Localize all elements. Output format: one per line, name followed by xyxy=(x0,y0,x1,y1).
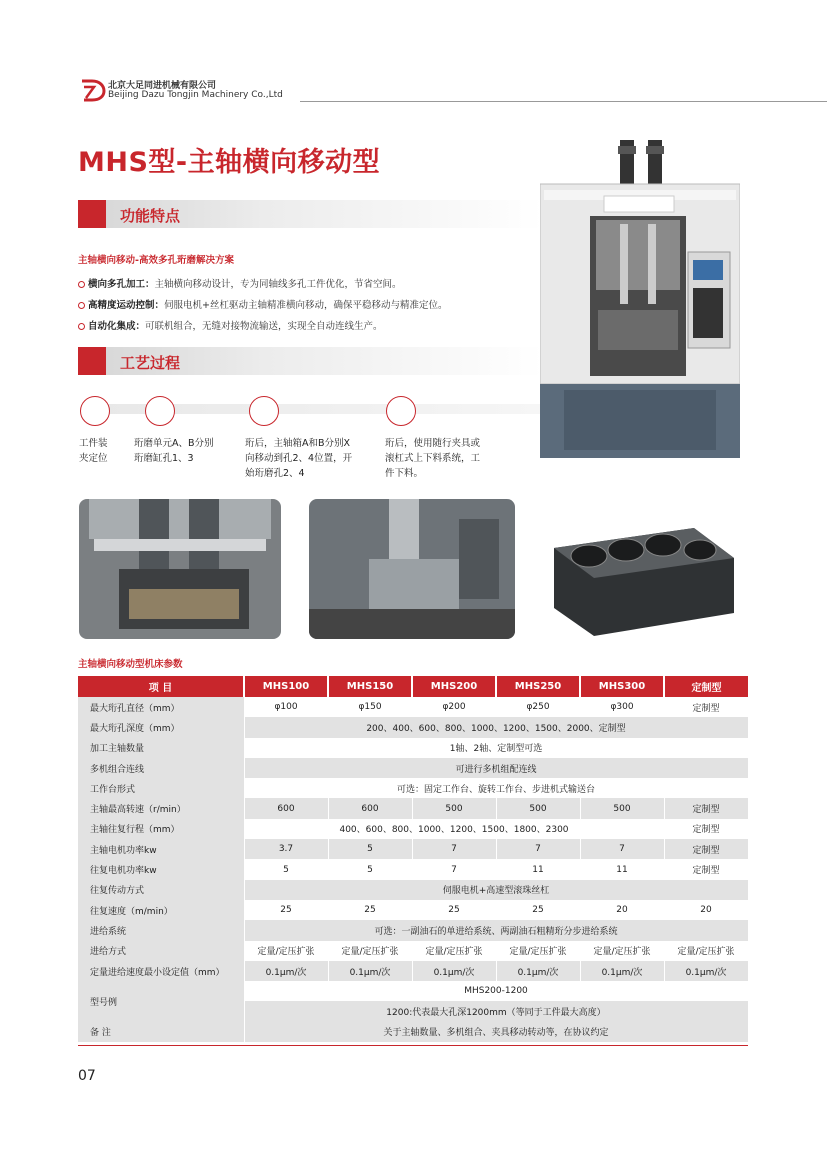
feature-item xyxy=(78,276,402,290)
feature-text: 主轴横向移动设计，专为同轴线多孔工件优化，节省空间。 xyxy=(154,279,402,290)
row-label: 多机组合连线 xyxy=(78,758,244,778)
table-row xyxy=(78,961,748,981)
feature-text: 可联机组合，无缝对接物流输送，实现全自动连线生产。 xyxy=(145,321,383,332)
table-cell: 11 xyxy=(496,859,580,879)
table-row xyxy=(78,1022,748,1042)
table-cell: 可选：固定工作台、旋转工作台、步进机式输送台 xyxy=(244,778,748,798)
column-header: MHS300 xyxy=(580,676,664,697)
feature-title: 高精度运动控制： xyxy=(88,300,165,311)
table-cell: 600 xyxy=(244,798,328,818)
features-section-header xyxy=(78,200,543,228)
bullet-icon xyxy=(78,323,85,330)
table-cell: 500 xyxy=(580,798,664,818)
step-line: 向移动到孔2、4位置，开 xyxy=(245,453,353,464)
step-circle-icon xyxy=(145,396,175,426)
row-label: 进给系统 xyxy=(78,920,244,940)
table-row xyxy=(78,738,748,758)
feature-item xyxy=(78,297,447,311)
table-cell: 定量/定压扩张 xyxy=(244,941,328,961)
table-row xyxy=(78,717,748,737)
spec-table xyxy=(78,676,749,1042)
table-cell: 1轴、2轴、定制型可选 xyxy=(244,738,748,758)
step-line: 件下料。 xyxy=(385,468,424,479)
column-header: MHS250 xyxy=(496,676,580,697)
table-cell: 0.1μm/次 xyxy=(328,961,412,981)
row-label: 主轴电机功率kw xyxy=(78,839,244,859)
process-step xyxy=(385,436,480,481)
row-label: 最大珩孔直径（mm） xyxy=(78,697,244,717)
machine-image xyxy=(540,140,740,458)
table-row xyxy=(78,839,748,859)
feature-title: 横向多孔加工： xyxy=(88,279,155,290)
process-step xyxy=(134,436,214,466)
column-header: MHS200 xyxy=(412,676,496,697)
page-title: MHS型-主轴横向移动型 xyxy=(78,147,381,178)
feature-title: 自动化集成： xyxy=(88,321,146,332)
table-cell: φ150 xyxy=(328,697,412,717)
table-cell: 0.1μm/次 xyxy=(580,961,664,981)
step-circle-icon xyxy=(249,396,279,426)
features-heading: 功能特点 xyxy=(120,207,181,225)
table-header-row xyxy=(78,676,748,697)
row-label: 工作台形式 xyxy=(78,778,244,798)
step-line: 珩磨缸孔1、3 xyxy=(134,453,194,464)
bullet-icon xyxy=(78,281,85,288)
company-name-cn: 北京大足同进机械有限公司 xyxy=(108,81,217,91)
row-label: 最大珩孔深度（mm） xyxy=(78,717,244,737)
process-step xyxy=(245,436,352,481)
table-row xyxy=(78,920,748,940)
table-cell: 500 xyxy=(496,798,580,818)
table-cell: 定制型 xyxy=(664,798,748,818)
table-cell: 20 xyxy=(664,900,748,920)
table-cell: 500 xyxy=(412,798,496,818)
section-marker xyxy=(78,347,106,375)
table-cell: 可进行多机组配连线 xyxy=(244,758,748,778)
table-cell: 定制型 xyxy=(664,819,748,839)
table-cell: 定制型 xyxy=(664,697,748,717)
table-cell: 25 xyxy=(412,900,496,920)
photo-workpiece-honing xyxy=(309,499,515,639)
step-line: 始珩磨孔2、4 xyxy=(245,468,305,479)
table-row xyxy=(78,900,748,920)
table-cell: 定制型 xyxy=(664,859,748,879)
row-label: 型号例 xyxy=(78,981,244,1022)
section-marker xyxy=(78,200,106,228)
page-number: 07 xyxy=(78,1068,96,1084)
step-line: 工件装 xyxy=(79,438,108,449)
table-row xyxy=(78,859,748,879)
table-row xyxy=(78,798,748,818)
table-cell: 定量/定压扩张 xyxy=(580,941,664,961)
table-cell: 定量/定压扩张 xyxy=(328,941,412,961)
header-divider xyxy=(300,101,827,102)
table-cell: 关于主轴数量、多机组合、夹具移动转动等，在协议约定 xyxy=(244,1022,748,1042)
table-row xyxy=(78,819,748,839)
column-header: MHS150 xyxy=(328,676,412,697)
table-cell: 400、600、800、1000、1200、1500、1800、2300 xyxy=(244,819,664,839)
table-cell: 7 xyxy=(412,859,496,879)
table-bottom-rule xyxy=(78,1045,748,1046)
table-cell: φ100 xyxy=(244,697,328,717)
step-line: 珩磨单元A、B分别 xyxy=(134,438,214,449)
table-title: 主轴横向移动型机床参数 xyxy=(78,659,183,670)
table-cell: 11 xyxy=(580,859,664,879)
table-cell: 0.1μm/次 xyxy=(664,961,748,981)
table-row xyxy=(78,697,748,717)
table-cell: 定制型 xyxy=(664,839,748,859)
bullet-icon xyxy=(78,302,85,309)
table-cell: 7 xyxy=(496,839,580,859)
column-header: 定制型 xyxy=(664,676,748,697)
table-cell: 7 xyxy=(412,839,496,859)
table-cell: 0.1μm/次 xyxy=(244,961,328,981)
table-cell: 可选：一副油石的单进给系统、两副油石粗精珩分步进给系统 xyxy=(244,920,748,940)
step-circle-icon xyxy=(386,396,416,426)
table-row xyxy=(78,941,748,961)
table-cell: 25 xyxy=(496,900,580,920)
feature-text: 伺服电机+丝杠驱动主轴精准横向移动，确保平稳移动与精准定位。 xyxy=(164,300,448,311)
table-cell: 200、400、600、800、1000、1200、1500、2000、定制型 xyxy=(244,717,748,737)
table-cell: 25 xyxy=(328,900,412,920)
table-cell: 600 xyxy=(328,798,412,818)
row-label: 进给方式 xyxy=(78,941,244,961)
company-logo xyxy=(80,77,106,103)
table-cell: 伺服电机+高速型滚珠丝杠 xyxy=(244,880,748,900)
step-line: 夹定位 xyxy=(79,453,108,464)
table-cell: φ200 xyxy=(412,697,496,717)
step-circle-icon xyxy=(80,396,110,426)
table-cell: 0.1μm/次 xyxy=(496,961,580,981)
row-label: 往复电机功率kw xyxy=(78,859,244,879)
table-row xyxy=(78,880,748,900)
table-cell: 20 xyxy=(580,900,664,920)
step-line: 滚杠式上下料系统，工 xyxy=(385,453,481,464)
table-cell: 5 xyxy=(328,859,412,879)
table-cell: MHS200-1200 xyxy=(244,981,748,1001)
table-cell: 5 xyxy=(328,839,412,859)
table-row xyxy=(78,758,748,778)
table-cell: 0.1μm/次 xyxy=(412,961,496,981)
features-subtitle: 主轴横向移动-高效多孔珩磨解决方案 xyxy=(78,255,234,266)
table-cell: φ300 xyxy=(580,697,664,717)
company-name-en: Beijing Dazu Tongjin Machinery Co.,Ltd xyxy=(108,90,283,100)
step-line: 珩后，使用随行夹具或 xyxy=(385,438,481,449)
table-cell: 1200:代表最大孔深1200mm（等同于工件最大高度） xyxy=(244,1001,748,1021)
table-cell: φ250 xyxy=(496,697,580,717)
engine-block-image xyxy=(544,518,740,638)
column-header: MHS100 xyxy=(244,676,328,697)
process-heading: 工艺过程 xyxy=(120,354,181,372)
table-cell: 7 xyxy=(580,839,664,859)
step-line: 珩后，主轴箱A和B分别X xyxy=(245,438,351,449)
process-section-header xyxy=(78,347,543,375)
row-label: 主轴最高转速（r/min） xyxy=(78,798,244,818)
table-row xyxy=(78,981,748,1001)
feature-item xyxy=(78,318,383,332)
table-row xyxy=(78,778,748,798)
process-step xyxy=(79,436,108,466)
column-header: 项 目 xyxy=(78,676,244,697)
row-label: 往复传动方式 xyxy=(78,880,244,900)
table-cell: 5 xyxy=(244,859,328,879)
table-cell: 3.7 xyxy=(244,839,328,859)
row-label: 备 注 xyxy=(78,1022,244,1042)
row-label: 主轴往复行程（mm） xyxy=(78,819,244,839)
photo-honing-units xyxy=(79,499,281,639)
row-label: 加工主轴数量 xyxy=(78,738,244,758)
table-cell: 定量/定压扩张 xyxy=(664,941,748,961)
table-cell: 25 xyxy=(244,900,328,920)
table-cell: 定量/定压扩张 xyxy=(496,941,580,961)
row-label: 定量进给速度最小设定值（mm） xyxy=(78,961,244,981)
table-cell: 定量/定压扩张 xyxy=(412,941,496,961)
row-label: 往复速度（m/min） xyxy=(78,900,244,920)
